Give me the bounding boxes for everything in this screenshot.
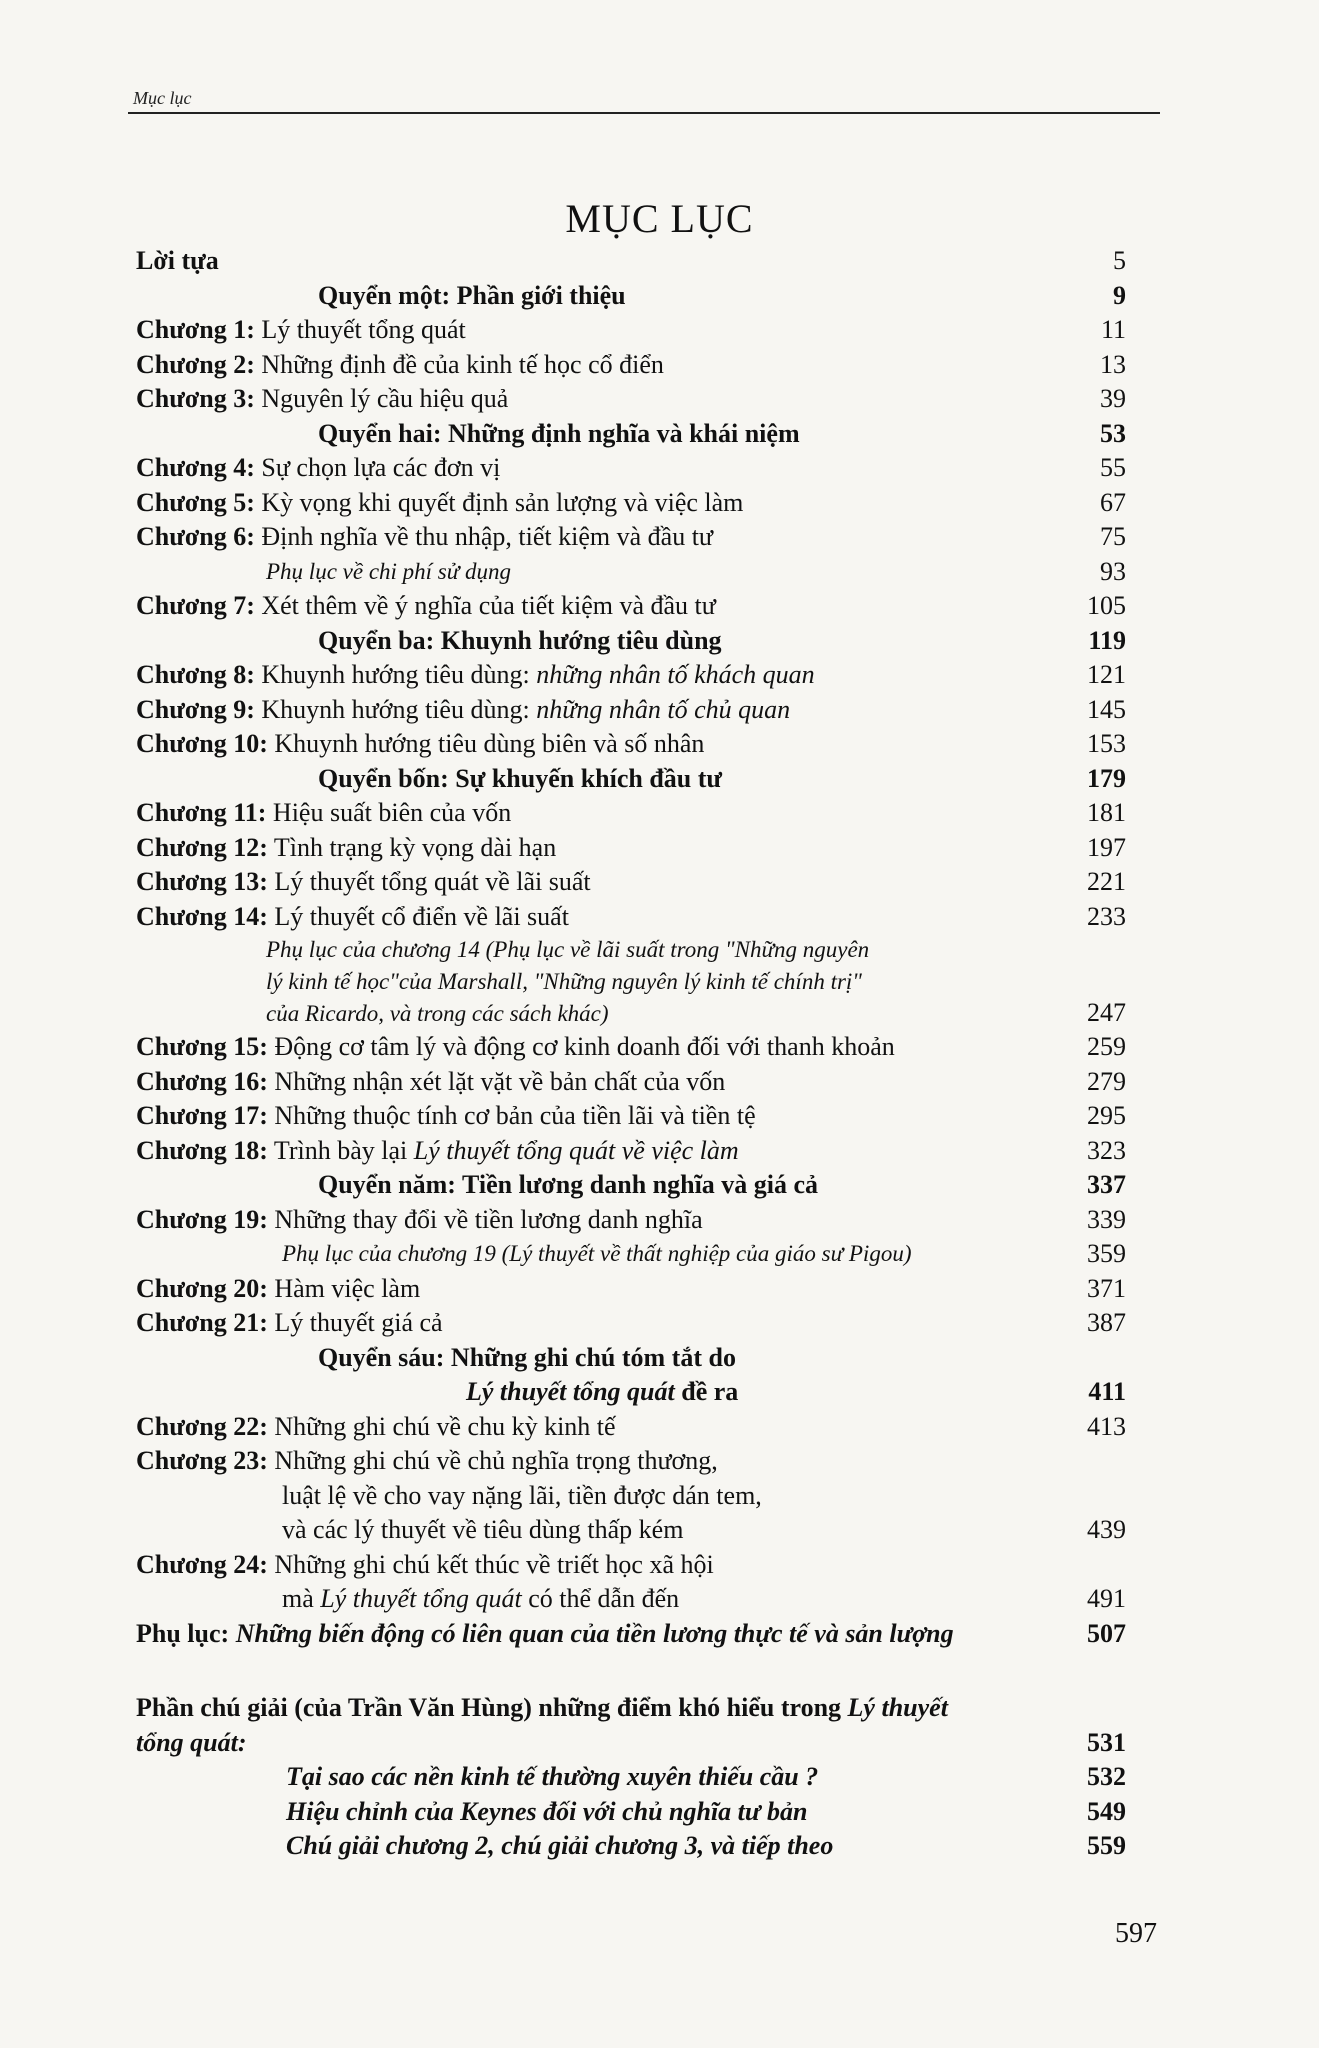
toc-row: Chương 1: Lý thuyết tổng quát 11 [136,315,1126,344]
toc-row: Chương 20: Hàm việc làm 371 [136,1273,1126,1303]
toc-row: Chương 5: Kỳ vọng khi quyết định sản lượng và việc làm 67 [136,487,1126,517]
toc-part-3: Quyển ba: Khuynh hướng tiêu dùng 119 [318,625,1126,655]
toc-part-6-line2: Lý thuyết tổng quát đề ra 411 [466,1377,1126,1406]
toc-commentary-line2: tổng quát: 531 [136,1727,1126,1757]
toc-part-4: Quyển bốn: Sự khuyến khích đầu tư 179 [318,763,1126,793]
toc-row: Chương 24: Những ghi chú kết thúc về triết học xã hội [136,1549,714,1579]
toc-row: Chương 9: Khuynh hướng tiêu dùng: những nhân tố chủ quan 145 [136,694,1126,724]
toc-row-appendix: Phụ lục về chi phí sử dụng 93 [266,556,1126,586]
page-title: MỤC LỤC [565,196,754,241]
toc-row-continued: và các lý thuyết về tiêu dùng thấp kém 439 [282,1515,1126,1544]
toc-row: Chương 2: Những định đề của kinh tế học cổ điển 13 [136,349,1126,379]
header-rule [128,112,1160,114]
toc-row-preface: Lời tựa 5 [136,246,1126,275]
toc-row: Chương 13: Lý thuyết tổng quát về lãi suất 221 [136,867,1126,896]
toc-row: Chương 3: Nguyên lý cầu hiệu quả 39 [136,384,1126,413]
toc-row: Chương 12: Tình trạng kỳ vọng dài hạn 197 [136,832,1126,862]
toc-row-continued: luật lệ về cho vay nặng lãi, tiền được dán tem, [282,1480,762,1510]
toc-row: Chương 11: Hiệu suất biên của vốn 181 [136,798,1126,827]
toc-row: Chương 8: Khuynh hướng tiêu dùng: những nhân tố khách quan 121 [136,660,1126,689]
toc-row-continued: mà Lý thuyết tổng quát có thể dẫn đến 491 [282,1584,1126,1613]
toc-row-appendix: Phụ lục của chương 14 (Phụ lục về lãi suất trong "Những nguyên lý kinh tế học"của Marshall, "Những nguyên lý kinh tế chính trị" của Ricardo, và trong các sách khác) 247 [266,937,1126,1027]
toc-row-appendix-main: Phụ lục: Những biến động có liên quan của tiền lương thực tế và sản lượng 507 [136,1618,1126,1648]
toc-row-appendix: Phụ lục của chương 19 (Lý thuyết về thất nghiệp của giáo sư Pigou) 359 [282,1239,1126,1268]
toc-row: Chương 10: Khuynh hướng tiêu dùng biên và số nhân 153 [136,729,1126,758]
toc-part-6: Quyển sáu: Những ghi chú tóm tắt do [318,1342,736,1372]
toc-row: Chương 17: Những thuộc tính cơ bản của tiền lãi và tiền tệ 295 [136,1101,1126,1130]
toc-row: Chương 23: Những ghi chú về chủ nghĩa trọng thương, [136,1446,718,1475]
toc-commentary-line1: Phần chú giải (của Trần Văn Hùng) những điểm khó hiểu trong Lý thuyết [136,1693,948,1722]
toc-row: Chương 22: Những ghi chú về chu kỳ kinh tế 413 [136,1411,1126,1441]
toc-row: Chương 6: Định nghĩa về thu nhập, tiết kiệm và đầu tư 75 [136,522,1126,551]
running-head: Mục lục [133,88,192,108]
toc-row: Chương 15: Động cơ tâm lý và động cơ kinh doanh đối với thanh khoản 259 [136,1032,1126,1061]
page-number: 597 [1115,1918,1157,1949]
table-of-contents [136,244,1126,1864]
toc-part-1: Quyển một: Phần giới thiệu 9 [318,280,1126,310]
toc-row: Chương 19: Những thay đổi về tiền lương danh nghĩa 339 [136,1204,1126,1234]
toc-row: Chương 4: Sự chọn lựa các đơn vị 55 [136,453,1126,482]
toc-row: Chương 18: Trình bày lại Lý thuyết tổng quát về việc làm 323 [136,1135,1126,1165]
toc-row: Chương 21: Lý thuyết giá cả 387 [136,1308,1126,1337]
toc-commentary-item: Chú giải chương 2, chú giải chương 3, và tiếp theo 559 [286,1831,1126,1860]
toc-commentary-item: Hiệu chỉnh của Keynes đối với chủ nghĩa tư bản 549 [286,1796,1126,1826]
toc-part-5: Quyển năm: Tiền lương danh nghĩa và giá cả 337 [318,1170,1126,1199]
toc-commentary-item: Tại sao các nền kinh tế thường xuyên thiếu cầu ? 532 [286,1762,1126,1791]
toc-row: Chương 16: Những nhận xét lặt vặt về bản chất của vốn 279 [136,1066,1126,1096]
toc-row: Chương 7: Xét thêm về ý nghĩa của tiết kiệm và đầu tư 105 [136,591,1126,620]
toc-row: Chương 14: Lý thuyết cổ điển về lãi suất 233 [136,901,1126,931]
toc-part-2: Quyển hai: Những định nghĩa và khái niệm 53 [318,418,1126,448]
